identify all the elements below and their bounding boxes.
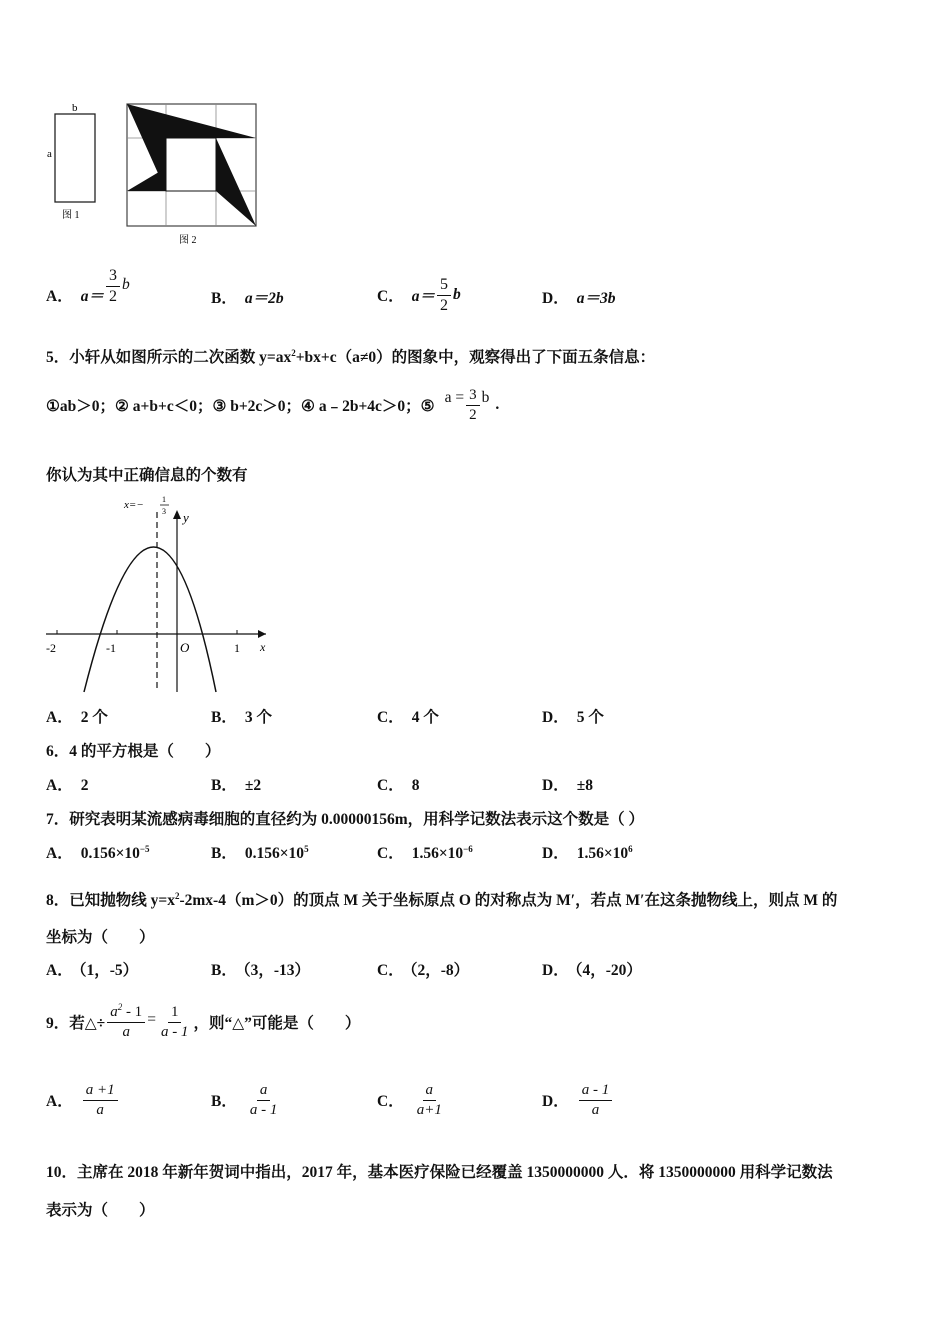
origin-label: O <box>180 640 190 655</box>
graph-frac-num: 1 <box>162 495 166 504</box>
figure-2 <box>124 100 264 250</box>
q5-option-d[interactable]: D． 5 个 <box>542 709 604 726</box>
q8-option-b[interactable]: B． （3，-13） <box>211 962 311 979</box>
x-axis-label: x <box>260 640 266 654</box>
tick-1: 1 <box>234 641 240 655</box>
graph-frac-den: 3 <box>162 507 166 516</box>
q8-option-d[interactable]: D． （4，-20） <box>542 962 642 979</box>
q5-option-b[interactable]: B． 3 个 <box>211 709 272 726</box>
q6-option-c[interactable]: C． 8 <box>377 777 420 794</box>
q5-question: 你认为其中正确信息的个数有 <box>46 467 248 484</box>
q4-option-d[interactable]: D． a＝3b <box>542 290 616 307</box>
q8-stem-line2: 坐标为（ ） <box>46 929 155 946</box>
q7-option-c[interactable]: C． $1.56\times 10^{-6}$ <box>377 843 473 862</box>
q5-parabola-graph <box>44 492 274 697</box>
q7-stem: 7．研究表明某流感病毒细胞的直径约为 0.00000156m，用科学记数法表示这个数是（ ） <box>46 811 645 828</box>
q7-option-b[interactable]: B． $0.156\times 10^5$ <box>211 843 309 862</box>
fig1-label-b: b <box>72 102 78 114</box>
q5-option-a[interactable]: A． 2 个 <box>46 709 108 726</box>
tick-neg-2: -2 <box>46 641 56 655</box>
q6-option-d[interactable]: D． ±8 <box>542 777 593 794</box>
q5-info: ①ab＞0；② a+b+c＜0；③ b+2c＞0；④ a﹣2b+4c＞0；⑤ a = $\frac{3}{2}$ b . <box>46 386 500 423</box>
q4-option-a[interactable]: A． a＝ $\frac{3}{2}$ b <box>46 266 130 305</box>
tick-neg-1: -1 <box>106 641 116 655</box>
q6-option-b[interactable]: B． ±2 <box>211 777 262 794</box>
q4-option-b[interactable]: B． a＝2b <box>211 290 284 307</box>
q8-stem-line1: 8．已知抛物线 $y=x^2-2mx-4(m>0)$的顶点 M 关于坐标原点 O 的对称点为 M′，若点 M′在这条抛物线上，则点 M 的 <box>46 890 838 909</box>
q9-stem: 9．若△÷ $\frac{a^2 - 1}{a}$ = $\frac{1}{a - 1}$ ，则“△”可能是（ ） <box>46 1001 361 1040</box>
q5-stem: 5．小轩从如图所示的二次函数 $y=ax^2+bx+c(a\ne 0)$的图象中，观察得出了下面五条信息： <box>46 347 656 366</box>
figure-1 <box>44 100 106 225</box>
q7-option-d[interactable]: D． $1.56\times 10^6$ <box>542 843 633 862</box>
q4-option-c[interactable]: C． a＝ $\frac{5}{2}$ b <box>377 275 461 314</box>
fig1-label-a: a <box>47 148 52 160</box>
fig2-caption: 图 2 <box>179 235 197 246</box>
q8-option-a[interactable]: A． （1，-5） <box>46 962 139 979</box>
q9-option-b[interactable]: B． $\frac{a}{a - 1}$ <box>211 1081 278 1118</box>
y-axis-label: y <box>183 510 189 525</box>
q8-option-c[interactable]: C． （2，-8） <box>377 962 470 979</box>
q9-option-c[interactable]: C． $\frac{a}{a+1}$ <box>377 1081 442 1118</box>
q10-stem-line1: 10．主席在 2018 年新年贺词中指出，2017 年，基本医疗保险已经覆盖 1350000000 人．将 1350000000 用科学记数法 <box>46 1164 833 1181</box>
q9-option-d[interactable]: D． $\frac{a - 1}{a}$ <box>542 1076 614 1124</box>
q6-option-a[interactable]: A． 2 <box>46 777 89 794</box>
q7-option-a[interactable]: A． $0.156\times 10^{-5}$ <box>46 843 150 862</box>
fig1-caption: 图 1 <box>62 210 80 221</box>
q6-stem: 6．4 的平方根是（ ） <box>46 743 221 760</box>
q5-option-c[interactable]: C． 4 个 <box>377 709 439 726</box>
graph-axis-line-label: x=− <box>124 499 144 511</box>
q10-stem-line2: 表示为（ ） <box>46 1202 155 1219</box>
parabola-curve <box>84 547 216 692</box>
q9-option-a[interactable]: A． $\frac{a +1}{a}$ <box>46 1076 120 1124</box>
